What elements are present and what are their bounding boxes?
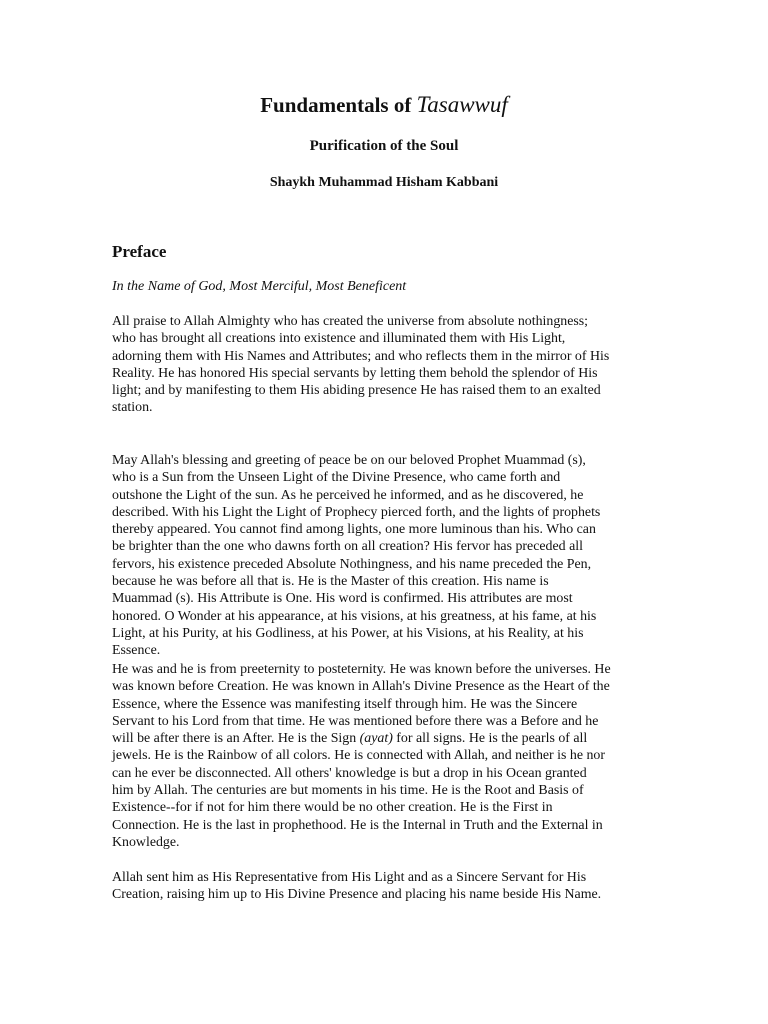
invocation-line: In the Name of God, Most Merciful, Most Beneficent: [112, 279, 407, 294]
text-line: Servant to his Lord from that time. He was mentioned before there was a Before and he: [112, 713, 599, 729]
title-prefix: Fundamentals of: [260, 93, 417, 117]
sign-line-end: for all signs. He is the pearls of all: [392, 731, 588, 747]
ayat-emphasis: (ayat): [359, 731, 393, 747]
text-line-sign: [112, 730, 660, 747]
document-subtitle: Purification of the Soul: [309, 138, 459, 154]
text-line: He was and he is from preeternity to posteternity. He was known before the universes. He: [112, 662, 611, 677]
text-line: All praise to Allah Almighty who has created the universe from absolute nothingness;: [112, 314, 589, 329]
text-line: described. With his Light the Light of Prophecy pierced forth, and the lights of prophets: [112, 504, 601, 520]
text-line: adorning them with His Names and Attributes; and who reflects them in the mirror of His: [112, 348, 610, 364]
text-line: Allah sent him as His Representative from His Light and as a Sincere Servant for His: [112, 870, 587, 885]
text-line: Knowledge.: [112, 834, 180, 850]
document-title: [0, 92, 768, 118]
text-line: Creation, raising him up to His Divine Presence and placing his name beside His Name.: [112, 887, 602, 903]
text-line: who has brought all creations into existence and illuminated them with His Light,: [112, 331, 566, 347]
text-line: him by Allah. The centuries are but moments in his time. He is the Root and Basis of: [112, 783, 584, 799]
text-line: outshone the Light of the sun. As he perceived he informed, and as he discovered, he: [112, 487, 584, 503]
paragraph-4: [112, 869, 660, 904]
text-line: honored. O Wonder at his appearance, at his visions, at his greatness, at his fame, at his: [112, 608, 597, 624]
text-line: be brighter than the one who dawns forth on all creation? His fervor has preceded all: [112, 539, 583, 555]
sign-line-start: will be after there is an After. He is the Sign: [112, 731, 360, 747]
text-line: Connection. He is the last in prophethood. He is the Internal in Truth and the External in: [112, 817, 603, 833]
text-line: fervors, his existence preceded Absolute Nothingness, and his name preceded the Pen,: [112, 556, 592, 572]
title-emphasis: Tasawwuf: [416, 92, 508, 117]
text-line: Muammad (s). His Attribute is One. His word is confirmed. His attributes are most: [112, 591, 573, 607]
text-line: Existence--for if not for him there would be no other creation. He is the First in: [112, 800, 553, 816]
text-line: Reality. He has honored His special servants by letting them behold the splendor of His: [112, 365, 598, 381]
paragraph-1: [112, 313, 660, 417]
text-line: Light, at his Purity, at his Godliness, at his Power, at his Visions, at his Reality, at his: [112, 625, 584, 641]
text-line: who is a Sun from the Unseen Light of the Divine Presence, who came forth and: [112, 470, 561, 486]
text-line: can he ever be disconnected. All others' knowledge is but a drop in his Ocean granted: [112, 765, 587, 781]
text-line: jewels. He is the Rainbow of all colors. He is connected with Allah, and neither is he nor: [112, 748, 605, 764]
text-line: station.: [112, 400, 153, 416]
paragraph-3: [112, 661, 660, 851]
text-line: thereby appeared. You cannot find among lights, one more luminous than his. Who can: [112, 522, 596, 538]
text-line: Essence, where the Essence was manifesting itself through him. He was the Sincere: [112, 696, 578, 712]
document-author: Shaykh Muhammad Hisham Kabbani: [269, 175, 499, 190]
text-line: light; and by manifesting to them His abiding presence He has raised them to an exalted: [112, 383, 601, 399]
text-line: May Allah's blessing and greeting of peace be on our beloved Prophet Muammad (s),: [112, 453, 586, 468]
section-heading: Preface: [112, 242, 167, 261]
text-line: Essence.: [112, 643, 161, 659]
text-line: because he was before all that is. He is the Master of this creation. His name is: [112, 574, 549, 590]
paragraph-2: [112, 452, 660, 660]
text-line: was known before Creation. He was known in Allah's Divine Presence as the Heart of the: [112, 679, 610, 695]
